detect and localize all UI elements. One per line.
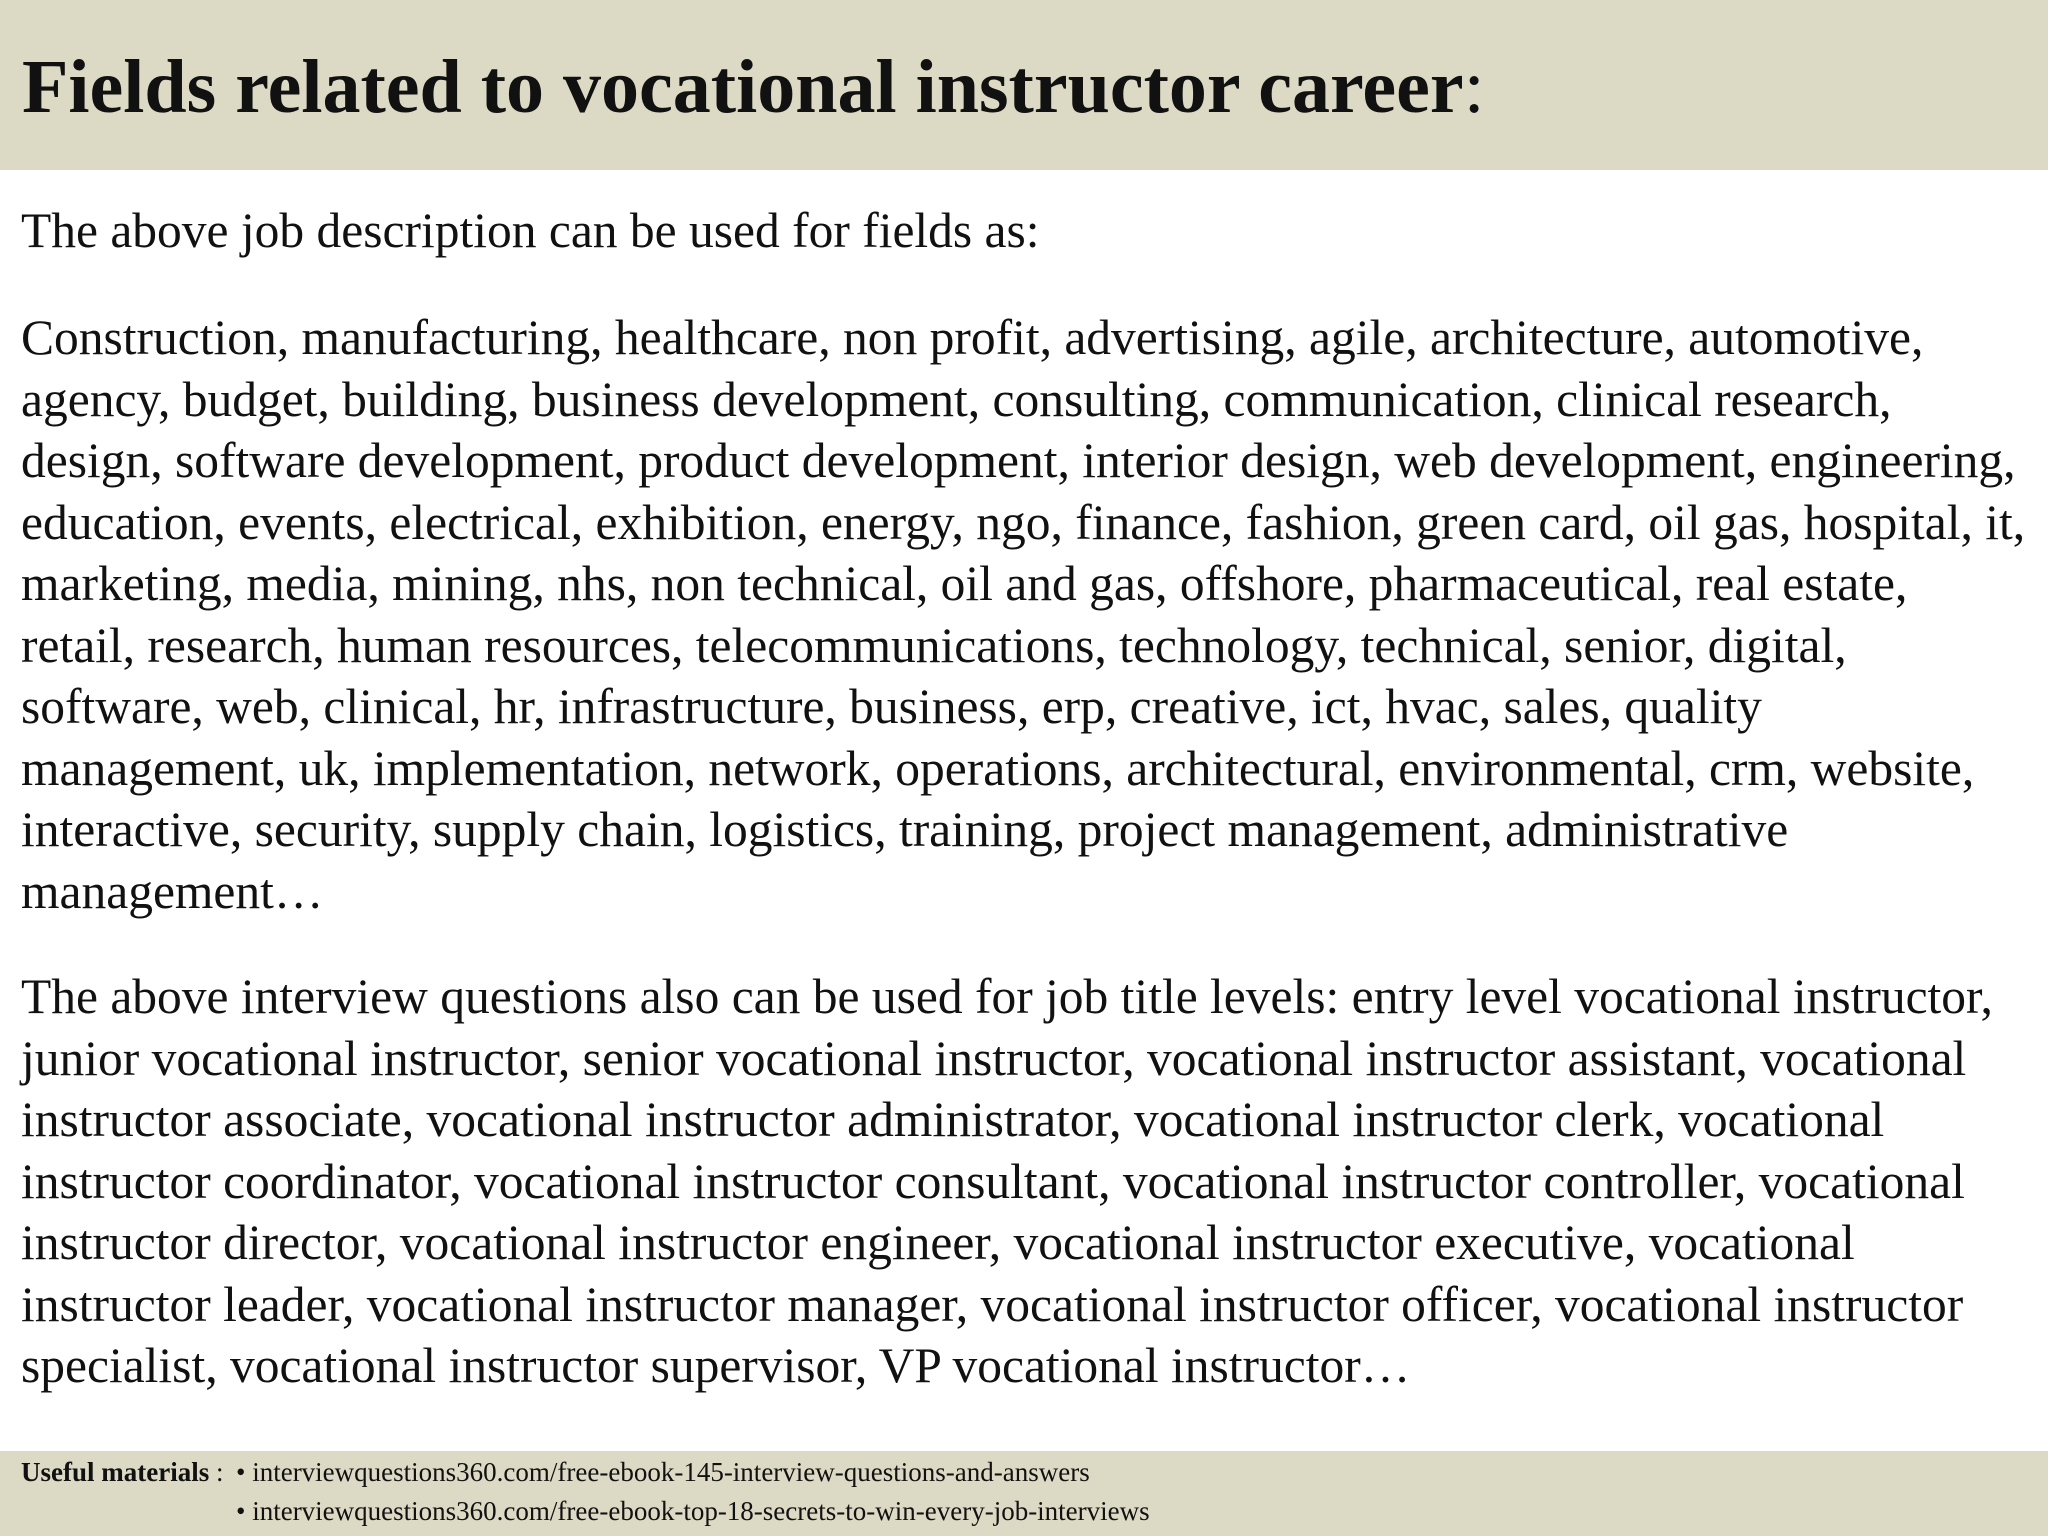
useful-materials-colon: :: [216, 1457, 224, 1487]
resource-link-ebook-18-secrets[interactable]: • interviewquestions360.com/free-ebook-top-18-secrets-to-win-every-job-interviews: [236, 1496, 1150, 1526]
fields-list: Construction, manufacturing, healthcare, non profit, advertising, agile, architecture, automotive, agency, budget, building, business development, consulting, communication, clinical research, design, software development, product development, interior design, web development, engineering, education, events, electrical, exhibition, energy, ngo, finance, fashion, green card, oil gas, hospital, it, marketing, media, mining, nhs, non technical, oil and gas, offshore, pharmaceutical, real estate, retail, research, human resources, telecommunications, technology, technical, senior, digital, software, web, clinical, hr, infrastructure, business, erp, creative, ict, hvac, sales, quality management, uk, implementation, network, operations, architectural, environmental, crm, website, interactive, security, supply chain, logistics, training, project management, administrative management…: [21, 310, 2026, 919]
useful-materials-label: Useful materials: [21, 1457, 210, 1487]
resource-link-ebook-145-questions[interactable]: • interviewquestions360.com/free-ebook-145-interview-questions-and-answers: [236, 1457, 1090, 1487]
slide-title-colon: :: [1463, 45, 1485, 129]
slide-title: [22, 38, 1485, 136]
slide-title-text: Fields related to vocational instructor career: [22, 45, 1464, 129]
job-title-levels: The above interview questions also can be used for job title levels: entry level vocational instructor, junior vocational instructor, senior vocational instructor, vocational instructor assistant, vocational instructor associate, vocational instructor administrator, vocational instructor clerk, vocational instructor coordinator, vocational instructor consultant, vocational instructor controller, vocational instructor director, vocational instructor engineer, vocational instructor executive, vocational instructor leader, vocational instructor manager, vocational instructor officer, vocational instructor specialist, vocational instructor supervisor, VP vocational instructor…: [21, 969, 1993, 1393]
intro-text: The above job description can be used for fields as:: [21, 203, 1040, 258]
